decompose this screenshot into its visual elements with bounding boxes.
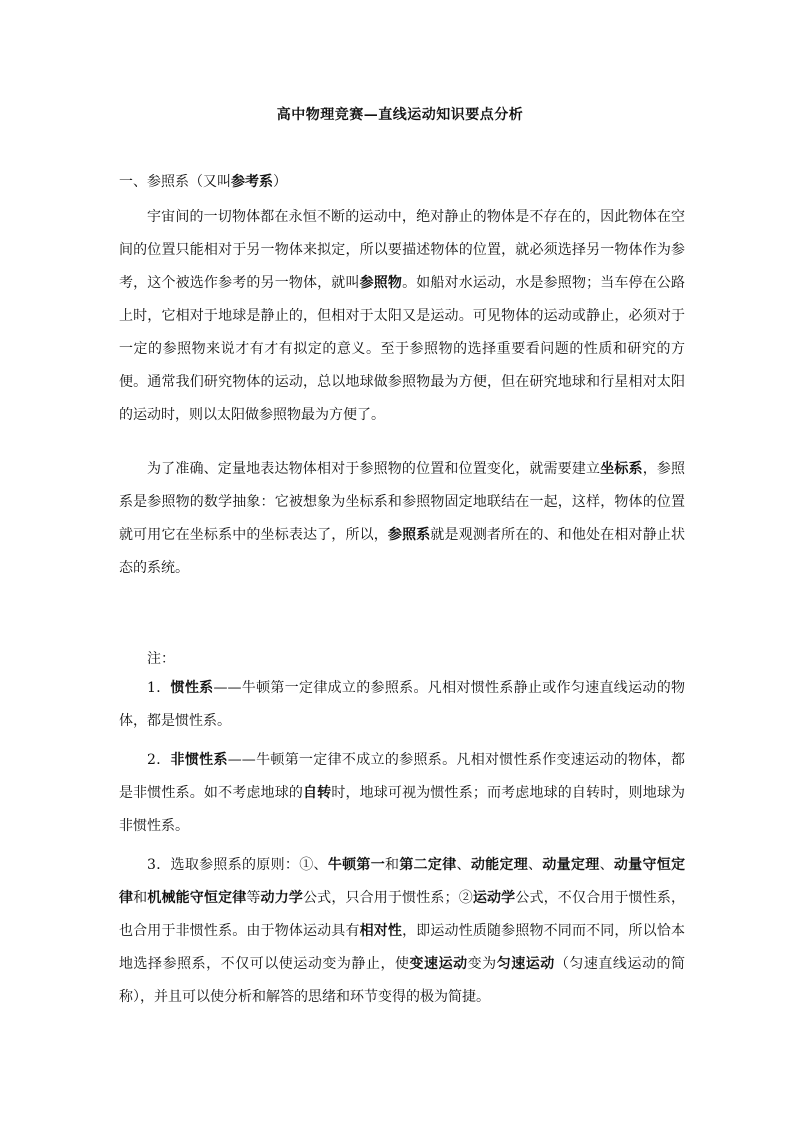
heading-bold-term: 参考系: [231, 174, 273, 190]
text-run: ——牛顿第一定律不成立的参照系。凡相对惯性系作变速运动的物体，都是非惯性系。如不考虑地球的: [119, 752, 685, 801]
bold-term: 机械能守恒定律: [147, 890, 247, 906]
text-run: ——牛顿第一定律成立的参照系。凡相对惯性系静止或作匀速直线运动的物体，都是惯性系。: [119, 680, 686, 729]
bold-term: 第二定律: [399, 857, 457, 873]
note-item-noninertial-frame: [119, 744, 685, 843]
bold-term: 牛顿第一: [327, 857, 386, 873]
bold-term: 自转: [303, 785, 332, 801]
text-run: 和: [133, 890, 148, 906]
bold-term: 匀速运动: [496, 956, 555, 972]
bold-term: 非惯性系: [170, 752, 228, 768]
text-run: 宇宙间的一切物体都在永恒不断的运动中，绝对静止的物体是不存在的，因此物体在空间的位置只能相对于另一物体来拟定，所以要描述物体的位置，就必须选择另一物体作为参考，这个被选作参考的另一物体，就叫: [119, 209, 685, 291]
note-item-inertial-frame: [119, 672, 685, 738]
bold-term: 惯性系: [170, 680, 214, 696]
note-number: 2．: [147, 752, 171, 768]
text-run: ，参照系是参照物的数学抽象：它被想象为坐标系和参照物固定地联结在一起，这样，物体的位置就可用它在坐标系中的坐标表达了，所以，: [119, 461, 686, 543]
text-run: （匀速直线运动的简称），并且可以使分析和解答的思绪和环节变得的极为简捷。: [119, 956, 686, 1005]
document-title: 高中物理竞赛—直线运动知识要点分析: [276, 107, 524, 123]
text-run: 等: [246, 890, 261, 906]
bold-term: 运动学: [472, 890, 516, 906]
text-run: 、: [456, 857, 471, 873]
bold-term: 动能定理: [470, 857, 529, 873]
text-run: 就是观测者所在的、和他处在相对静止状态的系统。: [119, 527, 686, 576]
note-number: 1．: [147, 680, 171, 696]
note-label: 注：: [147, 651, 175, 667]
text-run: 公式，不仅合用于惯性系，也合用于非惯性系。由于物体运动具有: [119, 890, 686, 939]
bold-term: 相对性: [359, 923, 403, 939]
bold-term: 变速运动: [409, 956, 468, 972]
text-run: 。如船对水运动，水是参照物；当车停在公路上时，它相对于地球是静止的，但相对于太阳又是运动。可见物体的运动或静止，必须对于一定的参照物来说才有才有拟定的意义。至于参照物的选择重要看问题的性质和研究的方便。通常我们研究物体的运动，总以地球做参照物最为方便，但在研究地球和行星相对太阳的运动时，则以太阳做参照物最为方便了。: [119, 275, 686, 423]
paragraph-coordinate-system: [119, 453, 685, 585]
text-run: 、: [528, 857, 543, 873]
bold-term: 参照系: [387, 527, 431, 543]
note-number: 3．: [147, 857, 171, 873]
heading-prefix: 一、参照系（又叫: [119, 174, 231, 190]
heading-suffix: ）: [273, 174, 287, 190]
text-run: 、: [599, 857, 614, 873]
bold-term: 动量定理: [542, 857, 600, 873]
bold-term: 动量守恒定律: [119, 857, 686, 906]
text-run: 公式，只合用于惯性系；②: [303, 890, 473, 906]
text-run: 和: [385, 857, 400, 873]
section-heading-reference-frame: [119, 166, 287, 199]
note-item-selection-principle: [119, 849, 685, 1014]
text-run: ，即运动性质随参照物不同而不同，所以恰本地选择参照系，不仅可以使运动变为静止，使: [119, 923, 686, 972]
text-run: 为了准确、定量地表达物体相对于参照物的位置和位置变化，就需要建立: [147, 461, 601, 477]
paragraph-reference-object: [119, 201, 685, 432]
text-run: 选取参照系的原则：①、: [170, 857, 328, 873]
text-run: 时，地球可视为惯性系；而考虑地球的自转时，则地球为非惯性系。: [119, 785, 686, 834]
bold-term: 坐标系: [600, 461, 643, 477]
bold-term: 动力学: [260, 890, 304, 906]
text-run: 变为: [467, 956, 497, 972]
bold-term: 参照物: [359, 275, 403, 291]
